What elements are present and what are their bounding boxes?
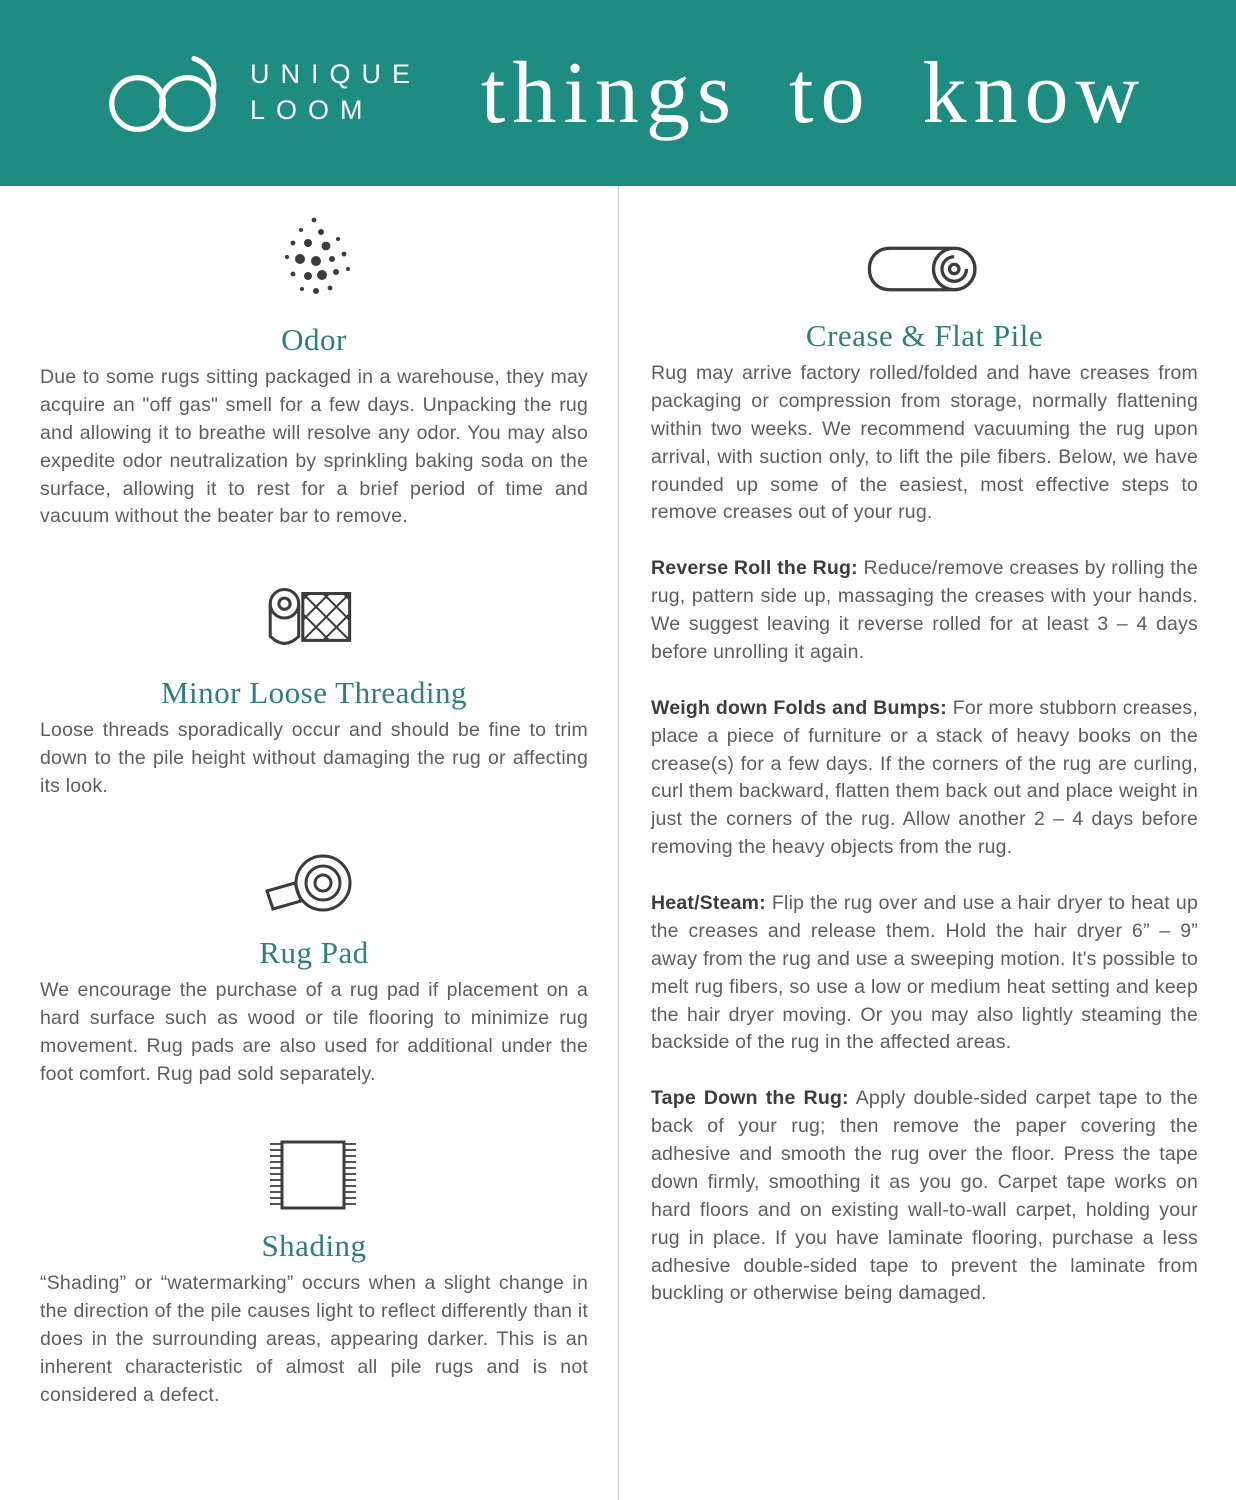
section-odor [40, 212, 588, 531]
unique-loom-logo-icon [95, 49, 230, 137]
section-crease-flat-pile [651, 212, 1198, 1308]
tip-weigh-down-text: For more stubborn creases, place a piece of furniture or a stack of heavy books on the crease(s) for a few days. If the corners of the rug are curling, curl them backward, flatten them back out and place weight in just the corners of the rug. Allow another 2 – 4 days before removing the heavy objects from the rug. [651, 696, 1198, 859]
tip-heat-steam [651, 890, 1198, 1057]
section-shading [40, 1110, 588, 1409]
tip-tape-down-text: Apply double-sided carpet tape to the back of your rug; then remove the paper covering the adhesive and smooth the rug over the floor. Press the tape down firmly, smoothing it as you go. Carpet tape works on hard floors and on existing wall-to-wall carpet, holding your rug in place. If you have laminate flooring, purchase a less adhesive double-sided tape to prevent the laminate from buckling or otherwise being damaged. [651, 1087, 1198, 1305]
section-body-loose-threading: Loose threads sporadically occur and should be fine to trim down to the pile height without damaging the rug or affecting its look. [40, 719, 588, 797]
tip-weigh-down [651, 695, 1198, 862]
tip-reverse-roll-label: Reverse Roll the Rug: [651, 557, 858, 580]
section-heading-crease: Crease & Flat Pile [805, 318, 1044, 353]
brand-line-1: UNIQUE [250, 59, 422, 90]
section-body-rug-pad: We encourage the purchase of a rug pad if placement on a hard surface such as wood or tile flooring to minimize rug movement. Rug pads are also used for additional under the foot comfort. Rug pad sold separately. [40, 978, 588, 1085]
shaded-rug-icon [258, 1134, 370, 1218]
tip-tape-down [651, 1085, 1198, 1308]
section-heading-odor: Odor [281, 322, 347, 357]
left-column [38, 186, 618, 1500]
section-loose-threading [40, 553, 588, 801]
section-heading-loose-threading: Minor Loose Threading [160, 675, 468, 711]
tip-heat-steam-text: Flip the rug over and use a hair dryer to heat up the creases and release them. Hold the hair dryer 6” – 9” away from the rug and use a sweeping motion. It's possible to melt rug fibers, so use a low or medium heat setting and keep the hair dryer moving. Or you may also lightly steaming the backside of the rug in the affected areas. [651, 892, 1198, 1054]
section-body-shading: “Shading” or “watermarking” occurs when a slight change in the direction of the pile causes light to reflect differently than it does in the surrounding areas, appearing darker. This is an inherent characteristic of almost all pile rugs and is not considered a defect. [40, 1272, 588, 1406]
brand [95, 49, 421, 137]
header-banner [0, 0, 1236, 186]
brand-line-2: LOOM [250, 95, 374, 125]
tip-reverse-roll-text: Reduce/remove creases by rolling the rug, pattern side up, massaging the creases with your hands. We suggest leaving it reverse rolled for at least 3 – 4 days before unrolling it again. [651, 557, 1199, 663]
section-heading-rug-pad: Rug Pad [259, 934, 369, 970]
right-column [618, 186, 1198, 1500]
odor-dots-icon [259, 212, 369, 312]
rolled-rug-weave-icon [258, 571, 370, 667]
tip-weigh-down-label: Weigh down Folds and Bumps: [651, 696, 948, 719]
tip-reverse-roll [651, 555, 1198, 667]
tape-roll-icon [259, 845, 369, 925]
rolled-rug-spiral-icon [861, 236, 989, 302]
section-rug-pad [40, 823, 588, 1089]
content [0, 186, 1236, 1500]
brand-name [250, 60, 421, 125]
section-heading-shading: Shading [261, 1228, 367, 1264]
tip-heat-steam-label: Heat/Steam: [651, 892, 766, 914]
page-title: things to know [480, 44, 1147, 142]
tip-tape-down-label: Tape Down the Rug: [651, 1087, 849, 1110]
crease-intro: Rug may arrive factory rolled/folded and have creases from packaging or compression from storage, normally flattening within two weeks. We recommend vacuuming the rug upon arrival, with suction only, to lift the pile fibers. Below, we have rounded up some of the easiest, most effective steps to remove creases out of your rug. [651, 362, 1198, 524]
section-body-odor: Due to some rugs sitting packaged in a warehouse, they may acquire an "off gas" smell for a few days. Unpacking the rug and allowing it to breathe will resolve any odor. You may also expedite odor neutralization by sprinkling baking soda on the surface, allowing it to rest for a brief period of time and vacuum without the beater bar to remove. [40, 366, 588, 528]
